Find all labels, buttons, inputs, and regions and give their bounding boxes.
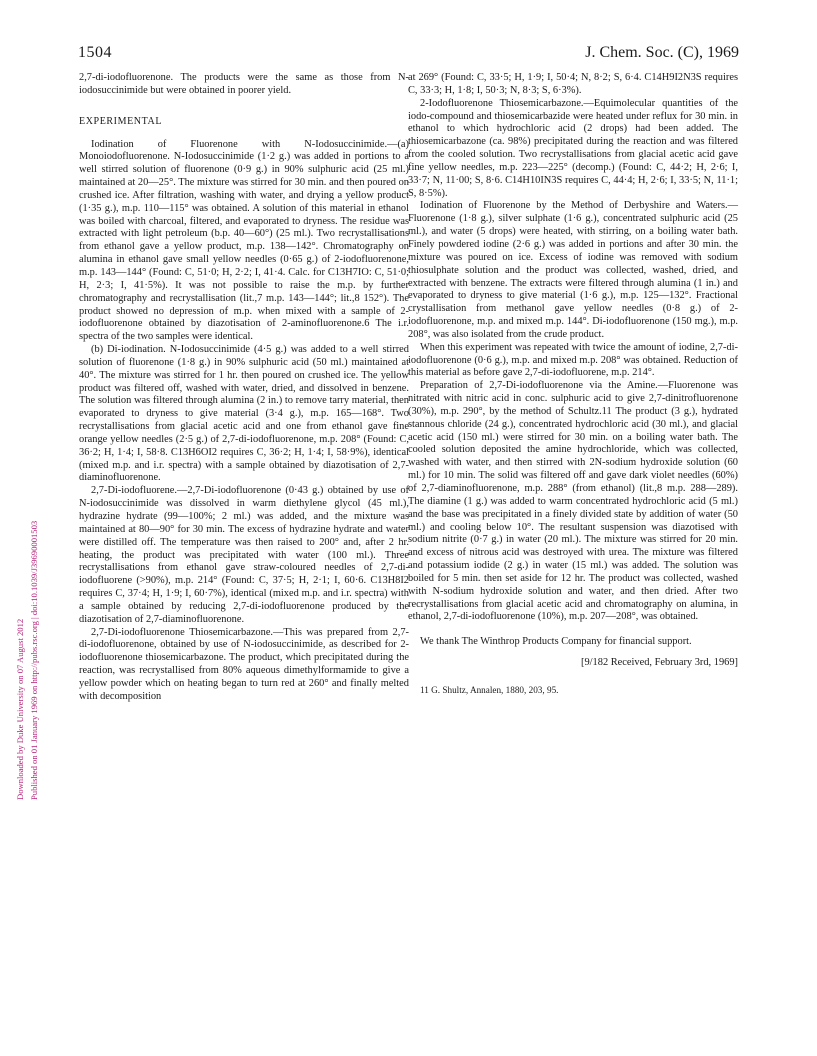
paragraph-di-iodination: (b) Di-iodination. N-Iodosuccinimide (4·5 g.) was added to a well stirred solution of fluorenone (1·8 g.) in 90% sulphuric acid (50 ml.) maintained at 40°. The mixture was stirred for 1 hr. then poured on crushed ice. The yellow product was filtered off, washed with water, dried, and dissolved in benzene. The solution was filtered through alumina (2 in.) to remove tarry material, then evaporated to dryness to give material (3·4 g.), m.p. 165—168°. Two recrystallisations from glacial acetic acid and one from ethanol gave fine orange yellow needles (2·5 g.) of 2,7-di-iodofluorenone, m.p. 208° (Found: C, 36·2; H, 1·4; I, 58·8. C13H6OI2 requires C, 36·2; H, 1·4; I, 58·9%), identical (mixed m.p. and i.r. spectra) with a sample obtained by diazotisation of 2,7-diaminofluorenone. bbox=[79, 344, 409, 484]
right-column bbox=[408, 72, 738, 697]
download-watermark: Downloaded by Duke University on 07 August 2012 bbox=[15, 618, 25, 800]
left-column bbox=[79, 72, 409, 704]
page-number: 1504 bbox=[78, 44, 112, 61]
acknowledgement: We thank The Winthrop Products Company for financial support. bbox=[420, 636, 692, 648]
paragraph-via-amine: Preparation of 2,7-Di-iodofluorenone via the Amine.—Fluorenone was nitrated with nitric acid in conc. sulphuric acid to give 2,7-dinitrofluorenone (30%), m.p. 290°, by the method of Schultz.11 The product (3 g.), hydrated stannous chloride (24 g.), concentrated hydrochloric acid (30 ml.), and glacial acetic acid (150 ml.) were stirred for 30 min. on a boiling water bath. The cooled solution deposited the amine hydrochloride, which was collected, washed with water, and then stirred with 2N-sodium hydroxide solution (60 ml.) for 10 min. The solid was filtered off and gave dark violet needles (60%) of 2,7-diaminofluorenone, m.p. 288° (from ethanol) (lit.,8 m.p. 288—289). The diamine (1 g.) was added to warm concentrated hydrochloric acid (5 ml.) and the base was precipitated in a finely divided state by addition of water (50 ml.) and cooling below 10°. The resultant suspension was diazotised with sodium nitrite (0·7 g.) in water (20 ml.). The mixture was stirred for 20 min. and excess of nitrous acid was destroyed with urea. The mixture was filtered and potassium iodide (2 g.) in water (15 ml.) was added. The solution was boiled for 5 min. then set aside for 12 hr. The product was collected, washed with N-sodium hydroxide solution and water, and then dried. After two recrystallisations from glacial acetic acid and chromatography on alumina, in ethanol, 2,7-di-iodofluorenone (10%), m.p. 207—208°, was obtained. bbox=[408, 380, 738, 623]
paragraph-continued: at 269° (Found: C, 33·5; H, 1·9; I, 50·4; N, 8·2; S, 6·4. C14H9I2N3S requires C, 33·3; H, 1·8; I, 50·3; N, 8·3; S, 6·3%). bbox=[408, 72, 738, 96]
section-heading-experimental: EXPERIMENTAL bbox=[79, 115, 163, 127]
paragraph-derbyshire-waters: Iodination of Fluorenone by the Method of Derbyshire and Waters.—Fluorenone (1·8 g.), silver sulphate (1·6 g.), concentrated sulphuric acid (25 ml.), and water (5 drops) were heated, with stirring, on a boiling water bath. Finely powdered iodine (2·6 g.) was added in portions and after 30 min. the mixture was poured on ice. Excess of iodine was removed with sodium thiosulphate solution and the product was collected, washed, dried, and extracted with benzene. The extracts were filtered through alumina (1 in.) and evaporated to dryness to give material (1·6 g.), m.p. 125—132°. Fractional crystallisation from methanol gave yellow needles (0·8 g.) of 2-iodofluorenone, m.p. and mixed m.p. 144°. Di-iodofluorenone (150 mg.), m.p. 208°, was also isolated from the crude product. bbox=[408, 200, 738, 340]
intro-paragraph: 2,7-di-iodofluorenone. The products were the same as those from N-iodosuccinimide but were obtained in poorer yield. bbox=[79, 72, 409, 96]
publication-watermark: Published on 01 January 1969 on http://pubs.rsc.org | doi:10.1039/J39690001503 bbox=[29, 520, 39, 800]
footnote-reference: 11 G. Shultz, Annalen, 1880, 203, 95. bbox=[420, 684, 559, 695]
paragraph-repeat-experiment: When this experiment was repeated with twice the amount of iodine, 2,7-di-iodofluorenone (0·6 g.), m.p. and mixed m.p. 208° was obtained. Reduction of this material as before gave 2,7-di-iodofluorene, m.p. 214°. bbox=[408, 341, 738, 379]
journal-running-head: J. Chem. Soc. (C), 1969 bbox=[585, 44, 739, 61]
paragraph-thiosemicarbazone: 2,7-Di-iodofluorenone Thiosemicarbazone.—This was prepared from 2,7-di-iodofluorenone, obtained by use of N-iodosuccinimide, as described for 2-iodofluorenone thiosemicarbazone. The product, which precipitated during the reaction, was recrystallised from 80% aqueous dimethylformamide to give a yellow powder which on heating began to turn red at 260° and finally melted with decomposition bbox=[79, 626, 409, 702]
paragraph-iodofluorenone-thiosemicarbazone: 2-Iodofluorenone Thiosemicarbazone.—Equimolecular quantities of the iodo-compound and thiosemicarbazide were heated under reflux for 30 min. in ethanol to which hydrochloric acid (2 drops) had been added. The thiosemicarbazone (ca. 98%) precipitated during the reaction and was filtered from the cooled solution. Two recrystallisations from glacial acetic acid gave fine yellow needles, m.p. 223—225° (decomp.) (Found: C, 44·2; H, 2·6; I, 33·7; N, 11·00; S, 8·6. C14H10IN3S requires C, 44·4; H, 2·6; I, 33·5; N, 11·1; S, 8·5%). bbox=[408, 97, 738, 199]
received-date: [9/182 Received, February 3rd, 1969] bbox=[581, 657, 738, 669]
paragraph-di-iodofluorene: 2,7-Di-iodofluorene.—2,7-Di-iodofluorenone (0·43 g.) obtained by use of N-iodosuccinimide was dissolved in warm diethylene glycol (45 ml.), hydrazine hydrate (99—100%; 2 ml.) was added, and the mixture was maintained at 80—90° for 30 min. The excess of hydrazine hydrate and water were distilled off. The temperature was then raised to 200° and, after 2 hr. heating, the product was precipitated with water (100 ml.). Three recrystallisations from ethanol gave straw-coloured needles of 2,7-di-iodofluorene (>90%), m.p. 214° (Found: C, 37·5; H, 2·1; I, 60·6. C13H8I2 requires C, 37·4; H, 1·9; I, 60·7%), identical (mixed m.p. and i.r. spectra) with a sample obtained by reducing 2,7-di-iodofluorenone produced by the diazotisation of 2,7-diaminofluorenone. bbox=[79, 485, 409, 625]
paragraph-monoiodination: Iodination of Fluorenone with N-Iodosuccinimide.—(a) Monoiodofluorenone. N-Iodosuccinimide (1·2 g.) was added in portions to a well stirred solution of fluorenone (0·9 g.) in 90% sulphuric acid (25 ml.) maintained at 20—25°. The mixture was stirred for 30 min. and then poured on crushed ice. After filtration, washing with water, and drying a yellow product (1·35 g.), m.p. 110—115° was obtained. A solution of this material in ethanol was boiled with charcoal, filtered, and evaporated to dryness. The residue was extracted with light petroleum (b.p. 40—60°) (25 ml.). Two recrystallisations from ethanol gave a yellow product, m.p. 138—142°. Chromatography on alumina in ethanol gave small yellow needles (0·65 g.) of 2-iodofluorenone, m.p. 143—144° (Found: C, 51·0; H, 2·2; I, 41·4. Calc. for C13H7IO: C, 51·0; H, 2·3; I, 41·5%). It was not possible to raise the m.p. by further chromatography and recrystallisation (lit.,7 m.p. 143—144°; lit.,8 152°). The product showed no depression of m.p. when mixed with a sample of 2-iodofluorenone obtained by diazotisation of 2-aminofluorenone.6 The i.r. spectra of the two samples were identical. bbox=[79, 138, 409, 343]
